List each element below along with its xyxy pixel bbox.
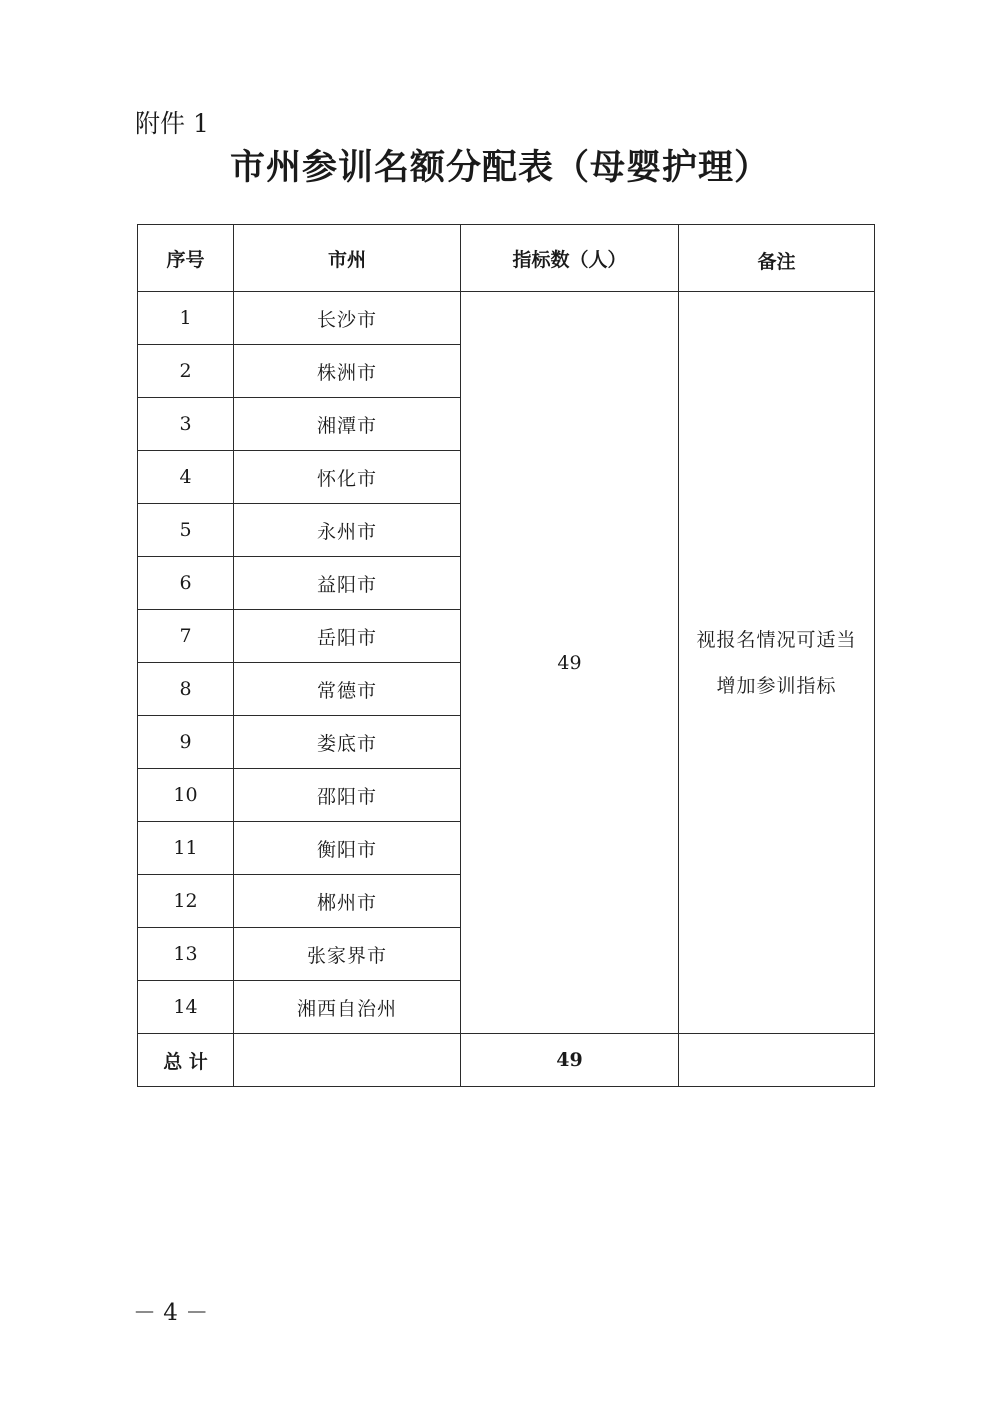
row-index: 8 [138,663,234,716]
row-index: 7 [138,610,234,663]
table-row [138,292,875,345]
page-number: － 4 － [133,1300,209,1326]
row-city: 湘西自治州 [234,981,461,1034]
note-line-2: 增加参训指标 [716,674,837,697]
row-city: 怀化市 [234,451,461,504]
table-header-row [138,225,875,292]
row-city: 湘潭市 [234,398,461,451]
note-line-1: 视报名情况可适当 [696,628,857,651]
header-note: 备注 [679,225,875,292]
total-quota: 49 [461,1034,679,1087]
row-city: 娄底市 [234,716,461,769]
quota-merged-cell [461,292,679,1034]
row-index: 1 [138,292,234,345]
header-index: 序号 [138,225,234,292]
total-label-text: 总 计 [163,1050,208,1073]
row-city: 邵阳市 [234,769,461,822]
row-index: 13 [138,928,234,981]
row-city: 常德市 [234,663,461,716]
row-city: 张家界市 [234,928,461,981]
row-index: 12 [138,875,234,928]
row-city: 郴州市 [234,875,461,928]
row-city: 岳阳市 [234,610,461,663]
note-merged-cell [679,292,875,1034]
allocation-table [137,224,875,1087]
total-note-empty [679,1034,875,1087]
row-index: 4 [138,451,234,504]
row-city: 株洲市 [234,345,461,398]
total-label [138,1034,234,1087]
row-index: 11 [138,822,234,875]
table-body [138,292,875,1087]
row-city: 永州市 [234,504,461,557]
row-city: 益阳市 [234,557,461,610]
row-index: 14 [138,981,234,1034]
row-index: 9 [138,716,234,769]
total-row [138,1034,875,1087]
page-title: 市州参训名额分配表（母婴护理） [229,147,770,188]
row-index: 5 [138,504,234,557]
row-city: 衡阳市 [234,822,461,875]
row-index: 6 [138,557,234,610]
row-city: 长沙市 [234,292,461,345]
attachment-label: 附件 1 [135,109,209,138]
header-quota: 指标数（人） [461,225,679,292]
row-index: 3 [138,398,234,451]
quota-value: 49 [557,651,582,674]
row-index: 10 [138,769,234,822]
row-index: 2 [138,345,234,398]
header-city: 市州 [234,225,461,292]
total-city-empty [234,1034,461,1087]
